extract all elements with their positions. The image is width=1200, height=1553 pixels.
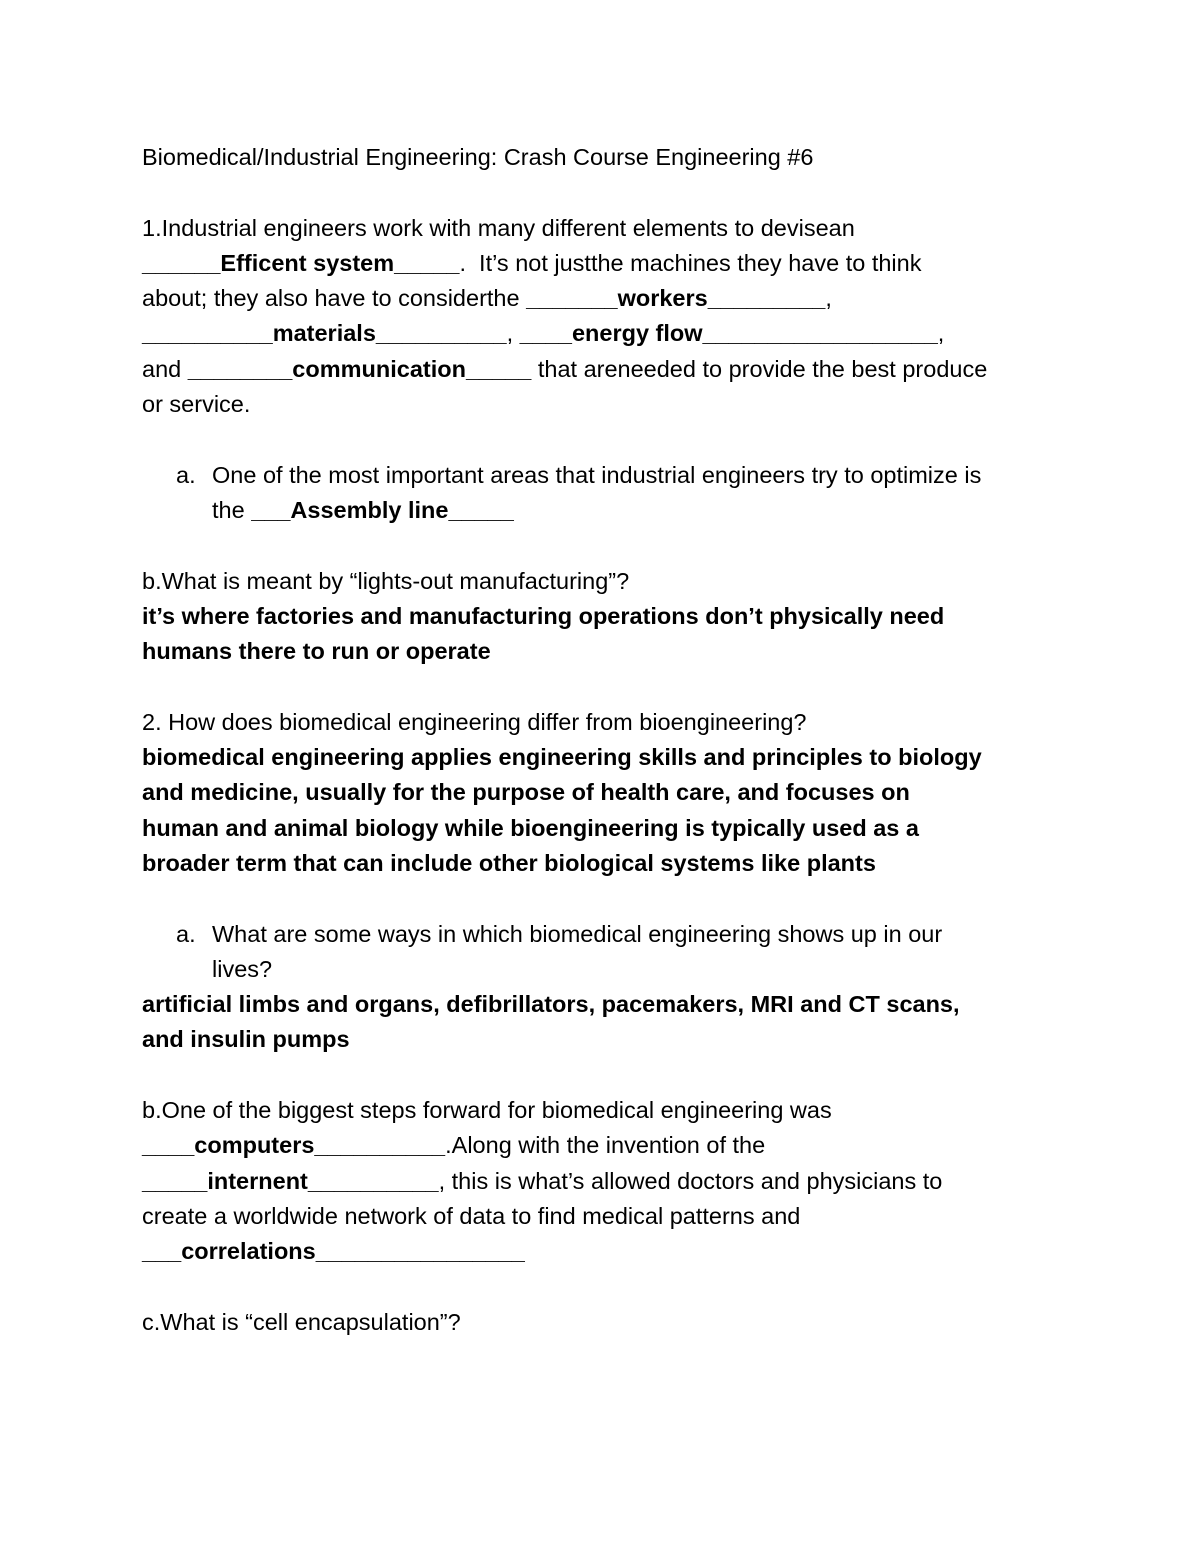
- q1-line-4-sep: ,: [506, 320, 520, 347]
- spacer: [142, 1058, 1072, 1093]
- q1-line-1: 1.Industrial engineers work with many different elements to devisean: [142, 214, 855, 241]
- q1-line-2-text: . It’s not justthe machines they have to think: [459, 249, 922, 276]
- worksheet-page: [142, 140, 1072, 1340]
- q1a-answer-assembly-line: ___Assembly line_____: [251, 496, 514, 523]
- q1a-list-marker: a.: [176, 461, 196, 488]
- q1-line-2: [142, 246, 1072, 281]
- q1-line-5: [142, 352, 1072, 387]
- q2-answer-line-1: biomedical engineering applies engineering skills and principles to biology: [142, 744, 982, 771]
- q1-line-6: or service.: [142, 391, 251, 418]
- q2b-line-2: [142, 1128, 1072, 1163]
- q2b-answer-computers: ____computers__________: [142, 1132, 446, 1159]
- q2-answer-line-2: and medicine, usually for the purpose of health care, and focuses on: [142, 779, 910, 806]
- q1-answer-efficient-system: ______Efficent system_____: [142, 249, 460, 276]
- q1-line-3: [142, 281, 1072, 316]
- q2a-line-2: lives?: [212, 955, 273, 982]
- q2a-list-marker: a.: [176, 920, 196, 947]
- q2a-line-1: [142, 917, 1072, 952]
- q2a-answer-line-1: artificial limbs and organs, defibrillators, pacemakers, MRI and CT scans,: [142, 991, 960, 1018]
- q1-line-4: [142, 316, 1072, 351]
- q1-answer-workers: _______workers_________: [526, 285, 826, 312]
- spacer: [142, 881, 1072, 916]
- spacer: [142, 528, 1072, 563]
- q1-line-4-end: ,: [937, 320, 945, 347]
- spacer: [142, 422, 1072, 457]
- q2b-answer-internent: _____internent__________: [142, 1167, 439, 1194]
- q2b-line-4: create a worldwide network of data to find medical patterns and: [142, 1202, 801, 1229]
- q1-line-5-text-2: that areneeded to provide the best produce: [531, 355, 988, 382]
- q1-answer-communication: ________communication_____: [187, 355, 532, 382]
- spacer: [142, 669, 1072, 704]
- q1a-question: One of the most important areas that industrial engineers try to optimize is: [212, 461, 982, 488]
- q1a-line-1: [142, 458, 1072, 493]
- q1-answer-energy-flow: ____energy flow__________________: [519, 320, 938, 347]
- q2a-answer-line-2: and insulin pumps: [142, 1026, 350, 1053]
- q1b-answer-line-2: humans there to run or operate: [142, 638, 491, 665]
- q2b-line-3: [142, 1164, 1072, 1199]
- q1-line-5-text-1: and: [142, 355, 188, 382]
- q1-line-3-text: about; they also have to considerthe: [142, 285, 527, 312]
- q2-question: 2. How does biomedical engineering differ from bioengineering?: [142, 708, 807, 735]
- q1b-question: b.What is meant by “lights-out manufacturing”?: [142, 567, 630, 594]
- q1a-line-2-text: the: [212, 496, 252, 523]
- q2c-question: c.What is “cell encapsulation”?: [142, 1308, 461, 1335]
- q2-answer-line-3: human and animal biology while bioengineering is typically used as a: [142, 814, 919, 841]
- q1-answer-materials: __________materials__________: [142, 320, 507, 347]
- q2b-answer-correlations: ___correlations________________: [142, 1238, 525, 1265]
- q2b-line-1: b.One of the biggest steps forward for biomedical engineering was: [142, 1097, 832, 1124]
- q2b-line-3-text: , this is what’s allowed doctors and physicians to: [438, 1167, 943, 1194]
- q1a-line-2: [142, 493, 1072, 528]
- q2a-question: What are some ways in which biomedical engineering shows up in our: [212, 920, 943, 947]
- spacer: [142, 1270, 1072, 1305]
- q1-line-3-end: ,: [825, 285, 832, 312]
- page-title: Biomedical/Industrial Engineering: Crash Course Engineering #6: [142, 144, 814, 170]
- q2b-line-2-text: .Along with the invention of the: [445, 1132, 766, 1159]
- spacer: [142, 175, 1072, 210]
- q1b-answer-line-1: it’s where factories and manufacturing operations don’t physically need: [142, 602, 945, 629]
- q2-answer-line-4: broader term that can include other biological systems like plants: [142, 849, 876, 876]
